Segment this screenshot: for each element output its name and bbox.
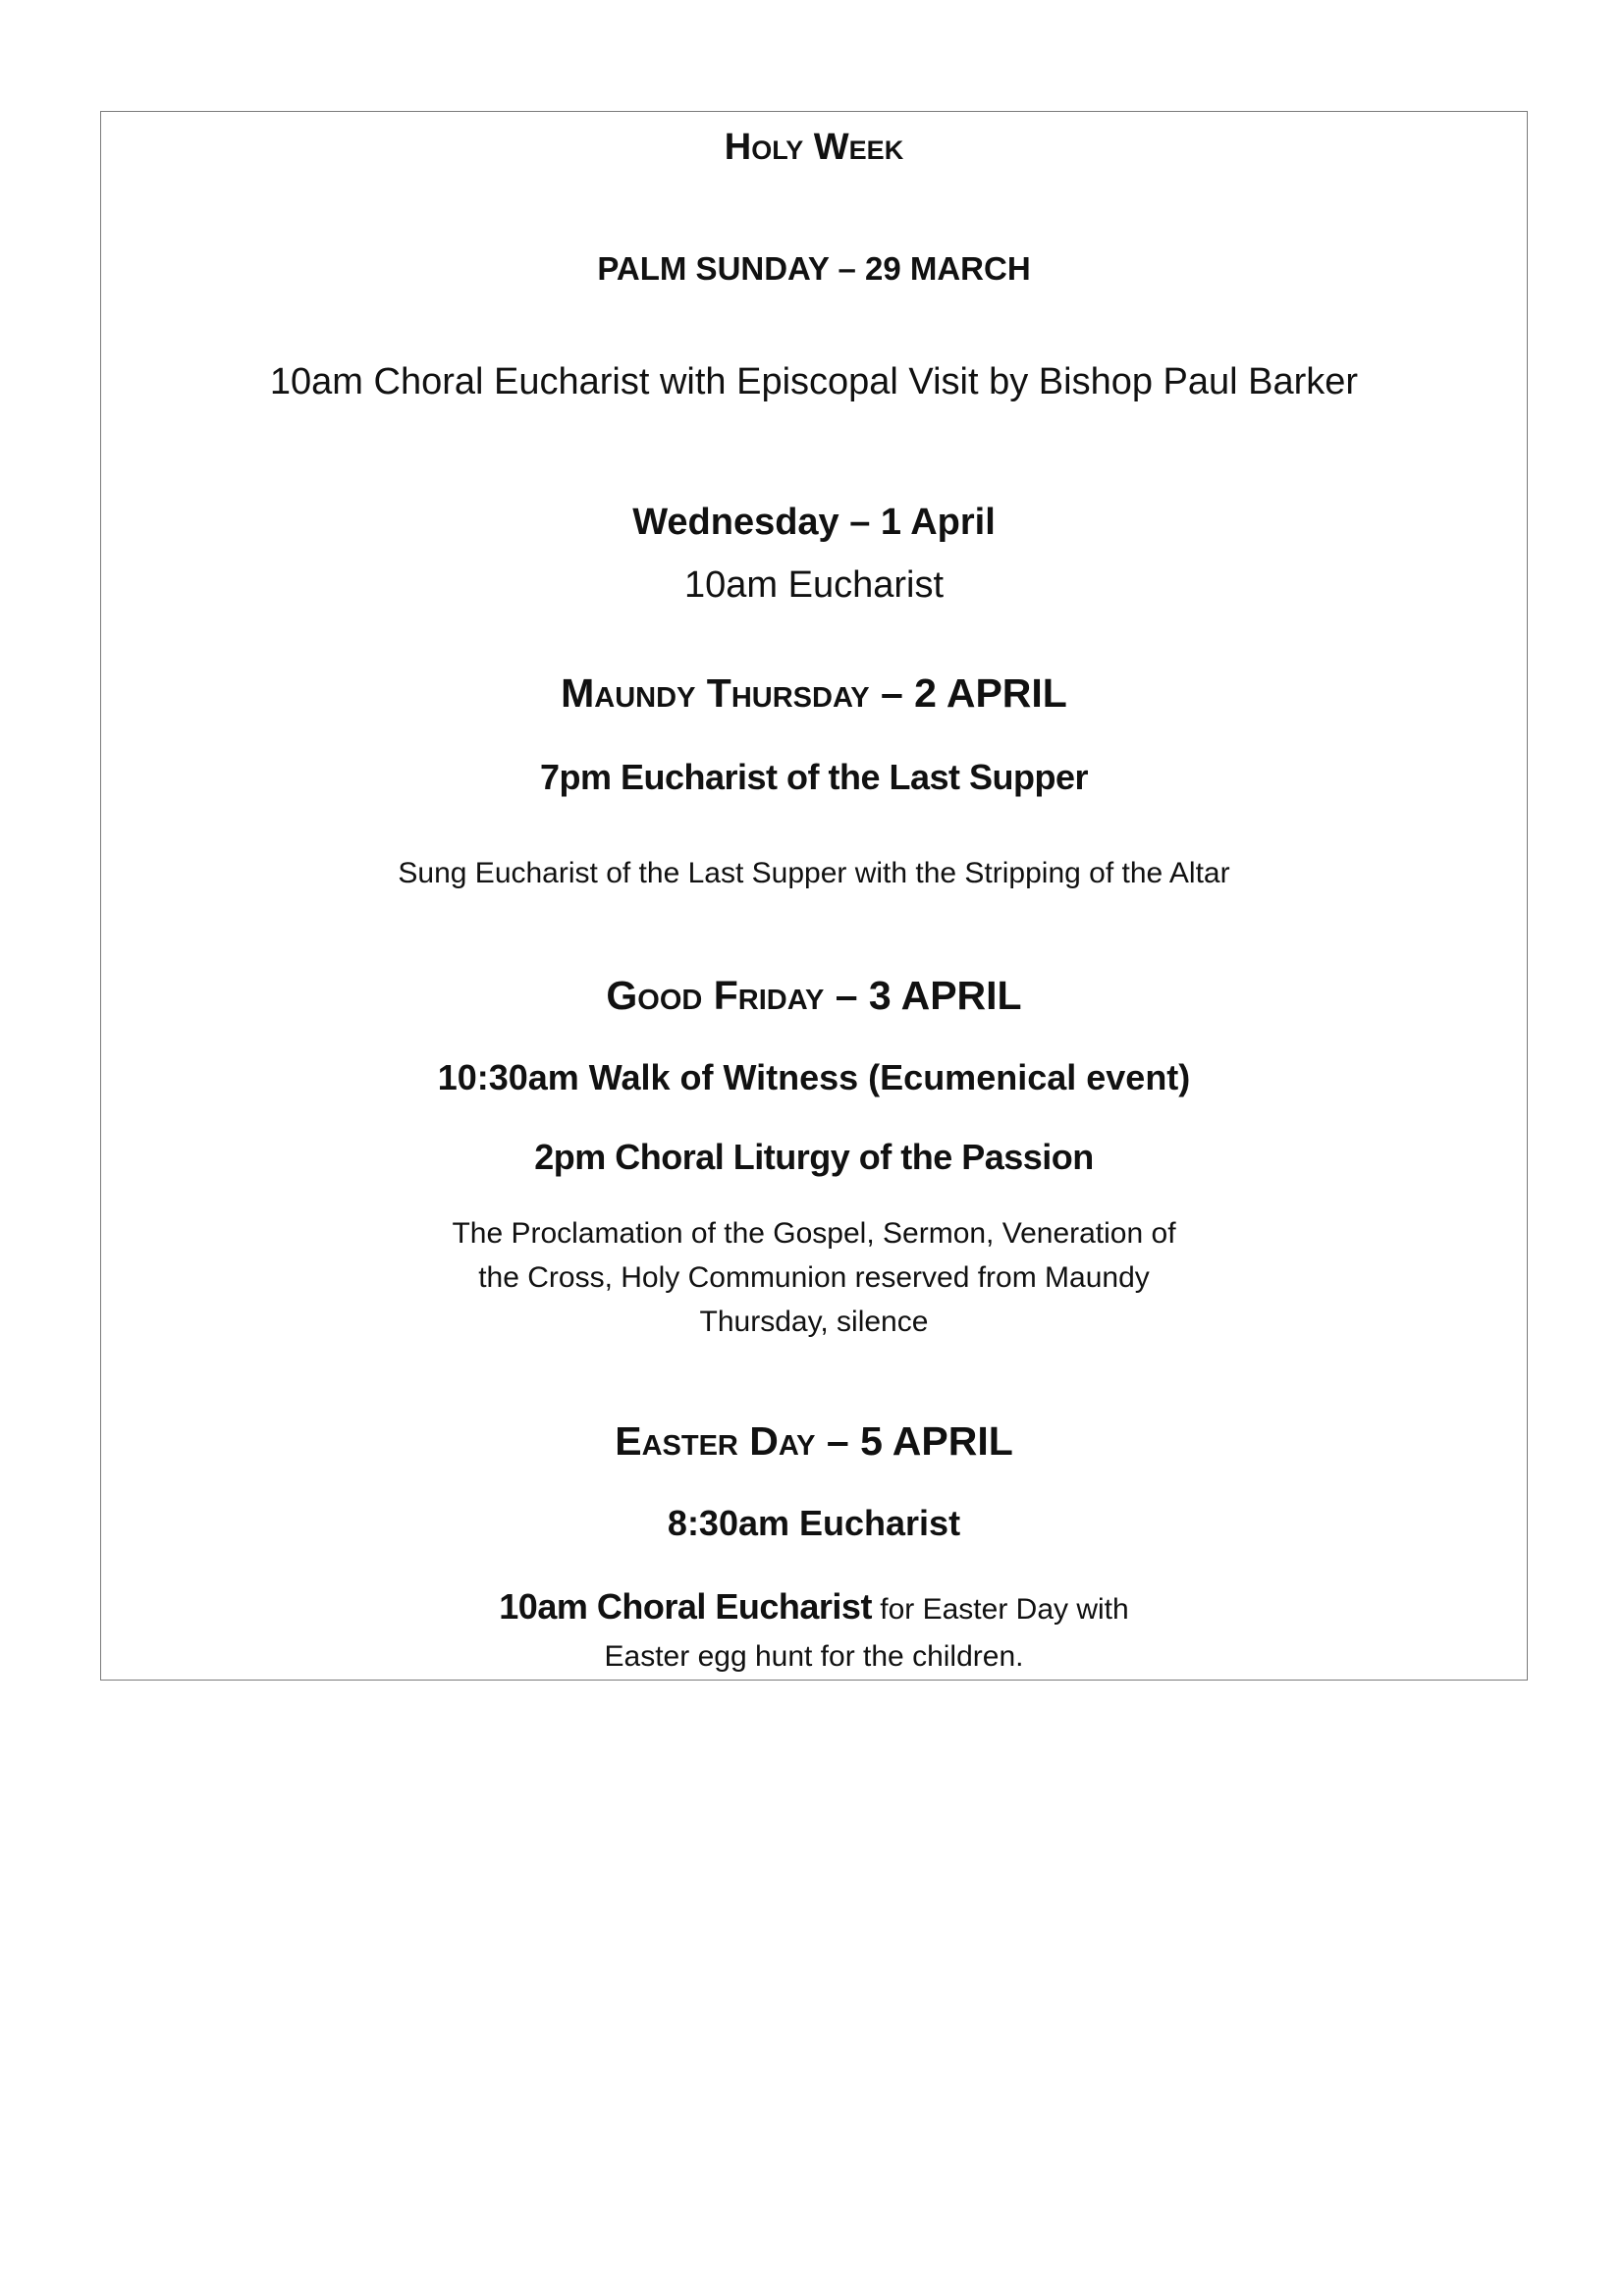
wednesday-heading: Wednesday – 1 April	[632, 502, 996, 543]
good-friday-description-line: Thursday, silence	[699, 1306, 929, 1338]
wednesday-service: 10am Eucharist	[683, 564, 944, 606]
good-friday-heading-name: Good Friday	[606, 973, 825, 1018]
palm-sunday-heading: PALM SUNDAY – 29 MARCH	[597, 250, 1031, 287]
good-friday-liturgy: 2pm Choral Liturgy of the Passion	[534, 1137, 1094, 1177]
easter-day-early-service: 8:30am Eucharist	[667, 1503, 961, 1543]
page-title: Holy Week	[724, 127, 904, 168]
easter-day-choral-suffix: for Easter Day with	[871, 1593, 1129, 1626]
easter-day-heading-date: – 5 APRIL	[815, 1418, 1013, 1464]
maundy-thursday-heading	[101, 669, 1527, 718]
palm-sunday-service: 10am Choral Eucharist with Episcopal Visit by Bishop Paul Barker	[269, 361, 1359, 402]
easter-day-choral-service: 10am Choral Eucharist	[499, 1586, 872, 1627]
maundy-thursday-heading-name: Maundy Thursday	[561, 670, 870, 716]
good-friday-description-line: the Cross, Holy Communion reserved from Maundy	[478, 1261, 1150, 1294]
good-friday-heading	[101, 972, 1527, 1020]
maundy-thursday-description: Sung Eucharist of the Last Supper with the Stripping of the Altar	[398, 857, 1230, 889]
easter-day-choral-line	[101, 1585, 1527, 1628]
good-friday-walk: 10:30am Walk of Witness (Ecumenical event)	[437, 1057, 1191, 1097]
easter-day-egg-hunt: Easter egg hunt for the children.	[604, 1640, 1024, 1673]
maundy-thursday-heading-date: – 2 APRIL	[869, 670, 1067, 716]
good-friday-heading-date: – 3 APRIL	[824, 973, 1022, 1018]
maundy-thursday-service: 7pm Eucharist of the Last Supper	[539, 757, 1089, 797]
notice-frame	[100, 111, 1528, 1681]
easter-day-heading	[101, 1417, 1527, 1466]
easter-day-heading-name: Easter Day	[615, 1418, 816, 1464]
good-friday-description-line: The Proclamation of the Gospel, Sermon, Veneration of	[452, 1217, 1176, 1250]
